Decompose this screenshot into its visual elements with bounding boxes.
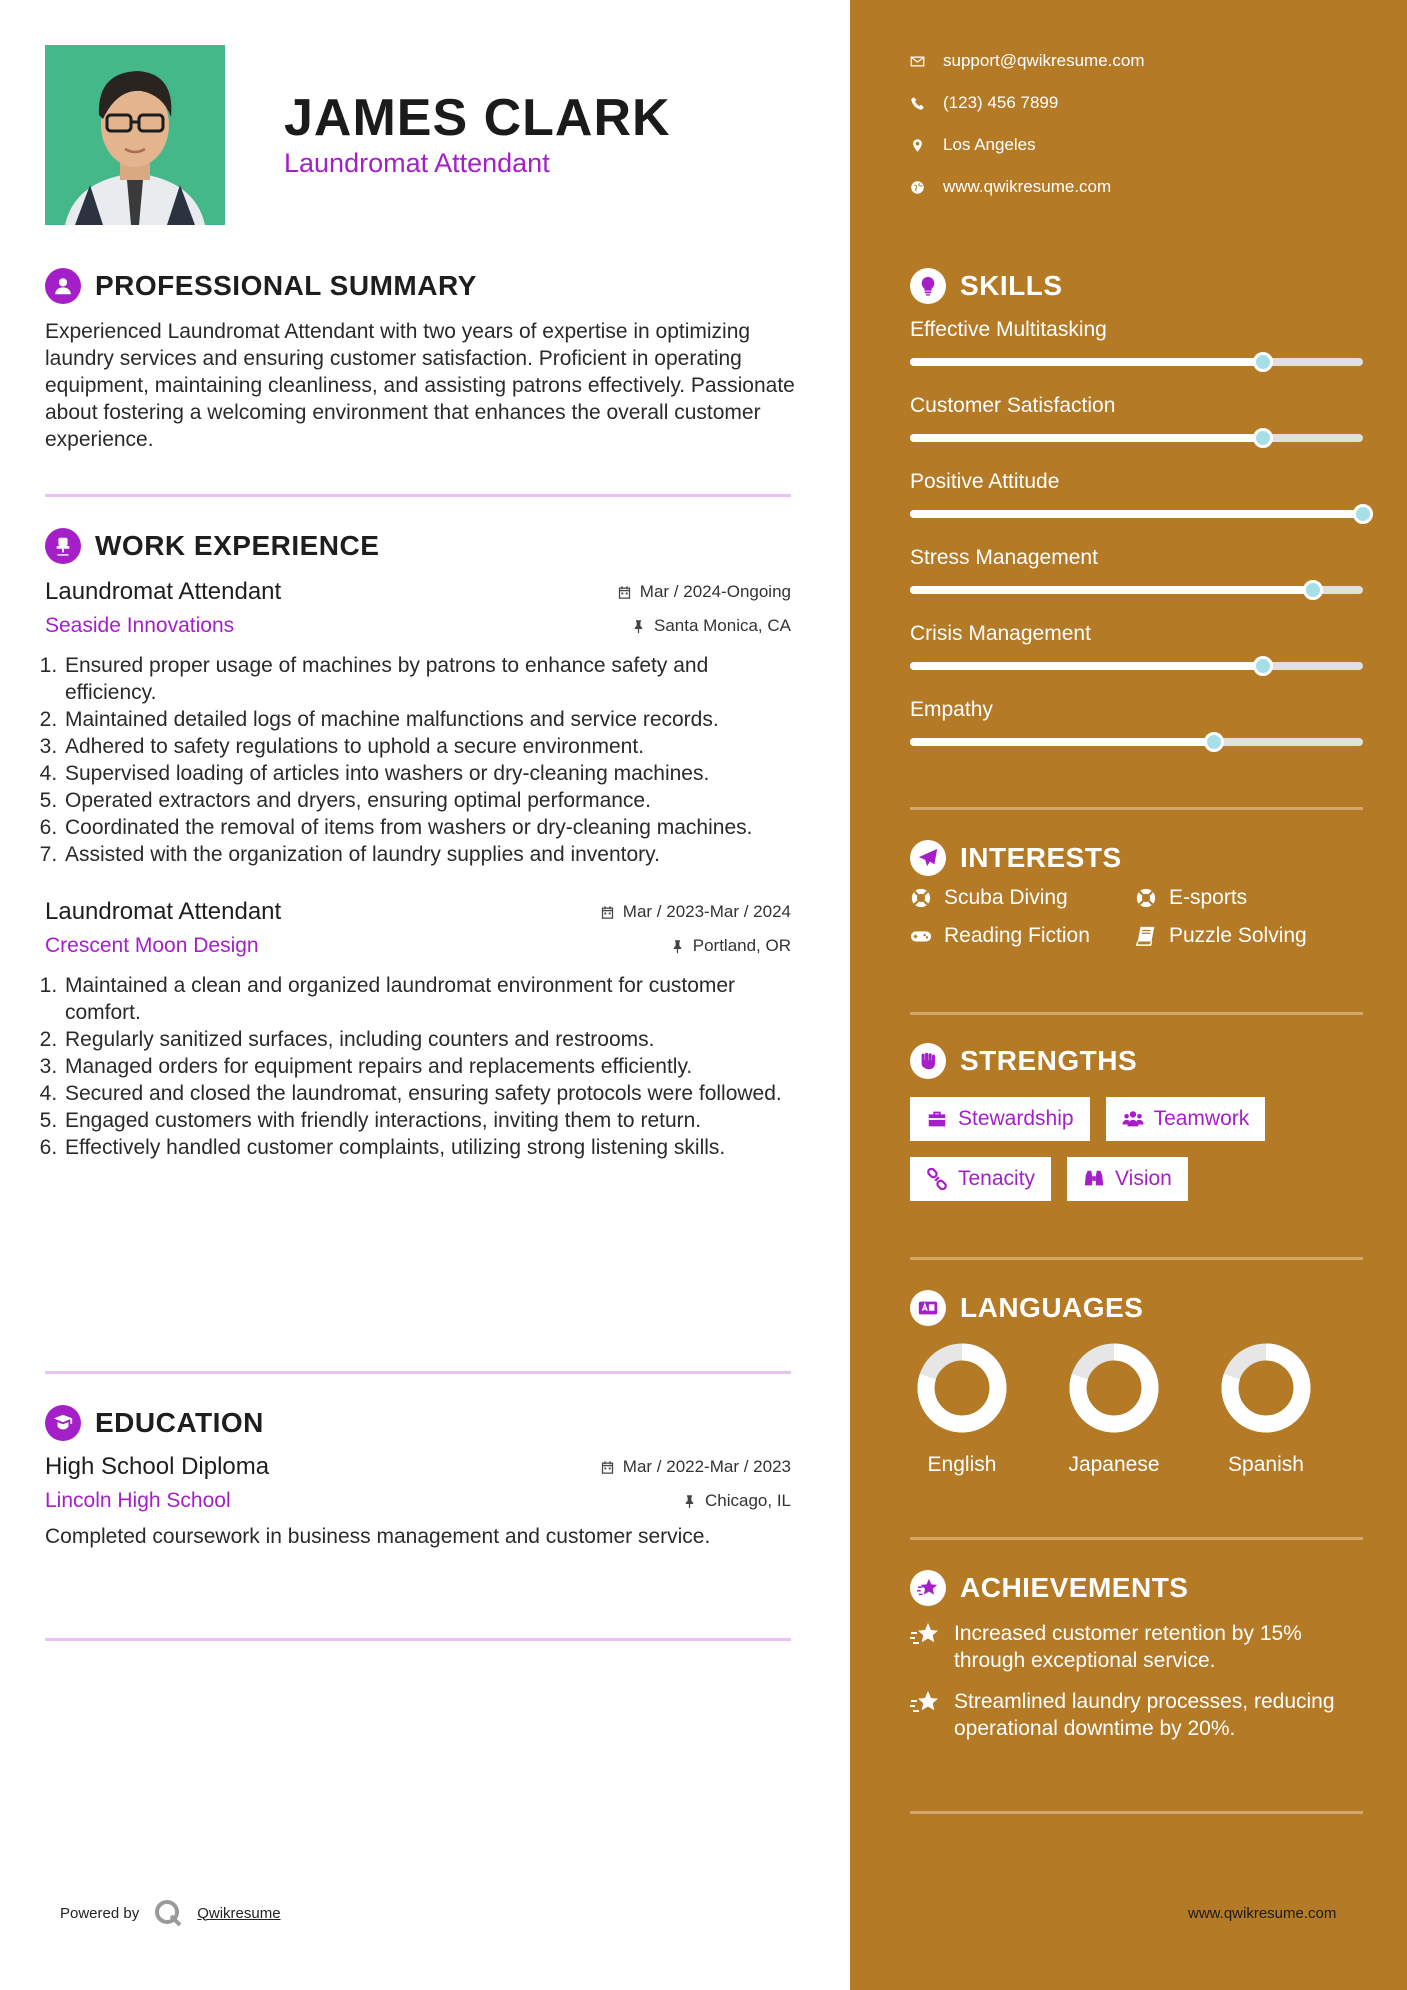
skill-level-fill: [910, 510, 1363, 518]
skill-list: [910, 318, 1363, 760]
skill-level-fill: [910, 358, 1263, 366]
job-location: Santa Monica, CA: [631, 616, 791, 636]
skill-item: [910, 622, 1363, 684]
skill-level-bar: [910, 358, 1363, 366]
job-duties: [45, 972, 791, 1161]
calendar-icon: [600, 905, 615, 920]
divider: [910, 1257, 1363, 1260]
powered-by-footer: [60, 1898, 281, 1928]
skill-level-fill: [910, 662, 1263, 670]
language-name: Japanese: [1068, 1453, 1160, 1476]
qwikresume-logo-icon: [153, 1898, 183, 1928]
binoculars-icon: [1083, 1168, 1105, 1190]
phone-icon: [910, 96, 925, 111]
powered-by-label: Powered by: [60, 1904, 140, 1922]
professional-summary-section: [45, 268, 795, 453]
duty-item: 1. Ensured proper usage of machines by patrons to enhance safety and efficiency.: [63, 652, 791, 706]
divider: [910, 1012, 1363, 1015]
lightbulb-icon: [910, 268, 946, 304]
pin-icon: [670, 939, 685, 954]
skill-level-fill: [910, 434, 1263, 442]
education-dates: Mar / 2022-Mar / 2023: [600, 1457, 791, 1477]
summary-heading: [45, 268, 795, 304]
book-icon: [1135, 925, 1157, 947]
language-proficiency-ring: [1068, 1342, 1160, 1434]
skill-level-bar: [910, 434, 1363, 442]
envelope-icon: [910, 54, 925, 69]
candidate-role: Laundromat Attendant: [284, 148, 550, 178]
gamepad-icon: [910, 925, 932, 947]
interests-title: INTERESTS: [960, 842, 1122, 873]
skill-item: [910, 470, 1363, 532]
language-item: [1068, 1342, 1160, 1477]
job-company: Crescent Moon Design: [45, 934, 259, 957]
skill-level-bar: [910, 586, 1363, 594]
strength-tag: Teamwork: [1106, 1097, 1266, 1141]
strength-tag: Tenacity: [910, 1157, 1051, 1201]
lifebuoy-icon: [1135, 887, 1157, 909]
contact-website[interactable]: www.qwikresume.com: [910, 166, 1145, 208]
language-proficiency-ring: [1220, 1342, 1312, 1434]
skill-level-bar: [910, 738, 1363, 746]
skill-level-knob: [1204, 732, 1224, 752]
skill-level-knob: [1253, 656, 1273, 676]
achievement-item: Increased customer retention by 15% through exceptional service.: [910, 1620, 1363, 1674]
profile-photo: [45, 45, 225, 225]
language-item: [1220, 1342, 1312, 1477]
contact-email[interactable]: support@qwikresume.com: [910, 40, 1145, 82]
duty-item: 2. Maintained detailed logs of machine malfunctions and service records.: [63, 706, 791, 733]
calendar-icon: [600, 1460, 615, 1475]
education-description: Completed coursework in business management and customer service.: [45, 1525, 711, 1548]
achievements-title: ACHIEVEMENTS: [960, 1572, 1189, 1603]
job-location: Portland, OR: [670, 936, 791, 956]
interest-item: Puzzle Solving: [1135, 924, 1360, 948]
strengths-heading: [910, 1043, 1363, 1079]
strength-tag: Vision: [1067, 1157, 1188, 1201]
duty-item: 7. Assisted with the organization of laundry supplies and inventory.: [63, 841, 791, 868]
star-icon: [910, 1570, 946, 1606]
work-experience-section: [45, 528, 791, 1161]
job-dates: Mar / 2024-Ongoing: [617, 582, 791, 602]
interest-list: [910, 886, 1363, 948]
globe-icon: [910, 180, 925, 195]
duty-item: 5. Operated extractors and dryers, ensuring optimal performance.: [63, 787, 791, 814]
skill-name: Crisis Management: [910, 622, 1091, 645]
strengths-section: [910, 1043, 1363, 1201]
duty-item: 2. Regularly sanitized surfaces, including counters and restrooms.: [63, 1026, 791, 1053]
job-company: Seaside Innovations: [45, 614, 235, 637]
achievements-section: [910, 1570, 1363, 1742]
strength-tag: Stewardship: [910, 1097, 1090, 1141]
language-item: [916, 1342, 1008, 1477]
avatar-illustration: [45, 45, 225, 225]
user-icon: [45, 268, 81, 304]
users-icon: [1122, 1108, 1144, 1130]
skill-item: [910, 698, 1363, 760]
language-name: Spanish: [1228, 1453, 1304, 1476]
contact-list: [910, 40, 1145, 208]
duty-item: 4. Secured and closed the laundromat, ensuring safety protocols were followed.: [63, 1080, 791, 1107]
footer-website[interactable]: www.qwikresume.com: [1188, 1905, 1337, 1922]
languages-heading: [910, 1290, 1363, 1326]
divider: [45, 1371, 791, 1374]
divider: [910, 1811, 1363, 1814]
duty-item: 3. Managed orders for equipment repairs and replacements efficiently.: [63, 1053, 791, 1080]
strength-tags: [910, 1097, 1363, 1201]
skill-name: Effective Multitasking: [910, 318, 1107, 341]
language-proficiency-ring: [916, 1342, 1008, 1434]
skill-level-knob: [1353, 504, 1373, 524]
link-icon: [926, 1168, 948, 1190]
graduate-icon: [45, 1405, 81, 1441]
interest-item: E-sports: [1135, 886, 1360, 910]
skill-item: [910, 546, 1363, 608]
job-title: Laundromat Attendant: [45, 898, 282, 925]
skill-level-bar: [910, 510, 1363, 518]
skill-item: [910, 318, 1363, 380]
divider: [45, 494, 791, 497]
skill-item: [910, 394, 1363, 456]
interests-heading: [910, 840, 1363, 876]
skill-level-fill: [910, 586, 1313, 594]
office-chair-icon: [45, 528, 81, 564]
sidebar: [850, 0, 1407, 1990]
skill-level-fill: [910, 738, 1214, 746]
education-location: Chicago, IL: [682, 1491, 791, 1511]
job-entry: [45, 578, 791, 868]
duty-item: 1. Maintained a clean and organized laundromat environment for customer comfort.: [63, 972, 791, 1026]
contact-location: Los Angeles: [910, 124, 1145, 166]
language-list: [910, 1342, 1363, 1477]
languages-section: [910, 1290, 1363, 1477]
education-heading: [45, 1405, 791, 1441]
pin-icon: [631, 619, 646, 634]
duty-item: 3. Adhered to safety regulations to uphold a secure environment.: [63, 733, 791, 760]
school-name: Lincoln High School: [45, 1489, 231, 1512]
job-entry: [45, 898, 791, 1161]
duty-item: 6. Effectively handled customer complaints, utilizing strong listening skills.: [63, 1134, 791, 1161]
achievements-heading: [910, 1570, 1363, 1606]
skill-name: Positive Attitude: [910, 470, 1060, 493]
duty-item: 5. Engaged customers with friendly interactions, inviting them to return.: [63, 1107, 791, 1134]
summary-title: PROFESSIONAL SUMMARY: [95, 270, 477, 301]
interest-item: Reading Fiction: [910, 924, 1135, 948]
skill-name: Empathy: [910, 698, 993, 721]
interest-item: Scuba Diving: [910, 886, 1135, 910]
shooting-star-icon: [910, 1622, 940, 1648]
calendar-icon: [617, 585, 632, 600]
work-heading: [45, 528, 791, 564]
education-section: [45, 1405, 791, 1550]
skill-name: Stress Management: [910, 546, 1098, 569]
interests-section: [910, 840, 1363, 948]
language-name: English: [927, 1453, 997, 1476]
briefcase-icon: [926, 1108, 948, 1130]
job-dates: Mar / 2023-Mar / 2024: [600, 902, 791, 922]
skill-level-bar: [910, 662, 1363, 670]
language-icon: [910, 1290, 946, 1326]
fist-icon: [910, 1043, 946, 1079]
skills-section: [910, 268, 1363, 760]
work-title: WORK EXPERIENCE: [95, 530, 380, 561]
contact-phone[interactable]: (123) 456 7899: [910, 82, 1145, 124]
summary-text: Experienced Laundromat Attendant with two years of expertise in optimizing laundry services and ensuring customer satisfaction. Proficient in operating equipment, maintaining cleanliness, and assisting patrons effectively. Passionate about fostering a welcoming environment that enhances the overall customer experience.: [45, 320, 795, 451]
divider: [45, 1638, 791, 1641]
qwikresume-link[interactable]: Qwikresume: [197, 1904, 281, 1922]
shooting-star-icon: [910, 1690, 940, 1716]
skills-heading: [910, 268, 1363, 304]
skill-level-knob: [1253, 352, 1273, 372]
skill-level-knob: [1253, 428, 1273, 448]
degree-title: High School Diploma: [45, 1453, 270, 1480]
strengths-title: STRENGTHS: [960, 1045, 1138, 1076]
pin-icon: [682, 1494, 697, 1509]
duty-item: 4. Supervised loading of articles into washers or dry-cleaning machines.: [63, 760, 791, 787]
job-duties: [45, 652, 791, 868]
duty-item: 6. Coordinated the removal of items from washers or dry-cleaning machines.: [63, 814, 791, 841]
lifebuoy-icon: [910, 887, 932, 909]
job-title: Laundromat Attendant: [45, 578, 282, 605]
map-marker-icon: [910, 138, 925, 153]
skill-level-knob: [1303, 580, 1323, 600]
languages-title: LANGUAGES: [960, 1292, 1144, 1323]
paper-plane-icon: [910, 840, 946, 876]
divider: [910, 1537, 1363, 1540]
candidate-name: JAMES CLARK: [284, 89, 671, 147]
skills-title: SKILLS: [960, 270, 1063, 301]
education-title: EDUCATION: [95, 1407, 264, 1438]
divider: [910, 807, 1363, 810]
achievement-item: Streamlined laundry processes, reducing operational downtime by 20%.: [910, 1688, 1363, 1742]
skill-name: Customer Satisfaction: [910, 394, 1116, 417]
